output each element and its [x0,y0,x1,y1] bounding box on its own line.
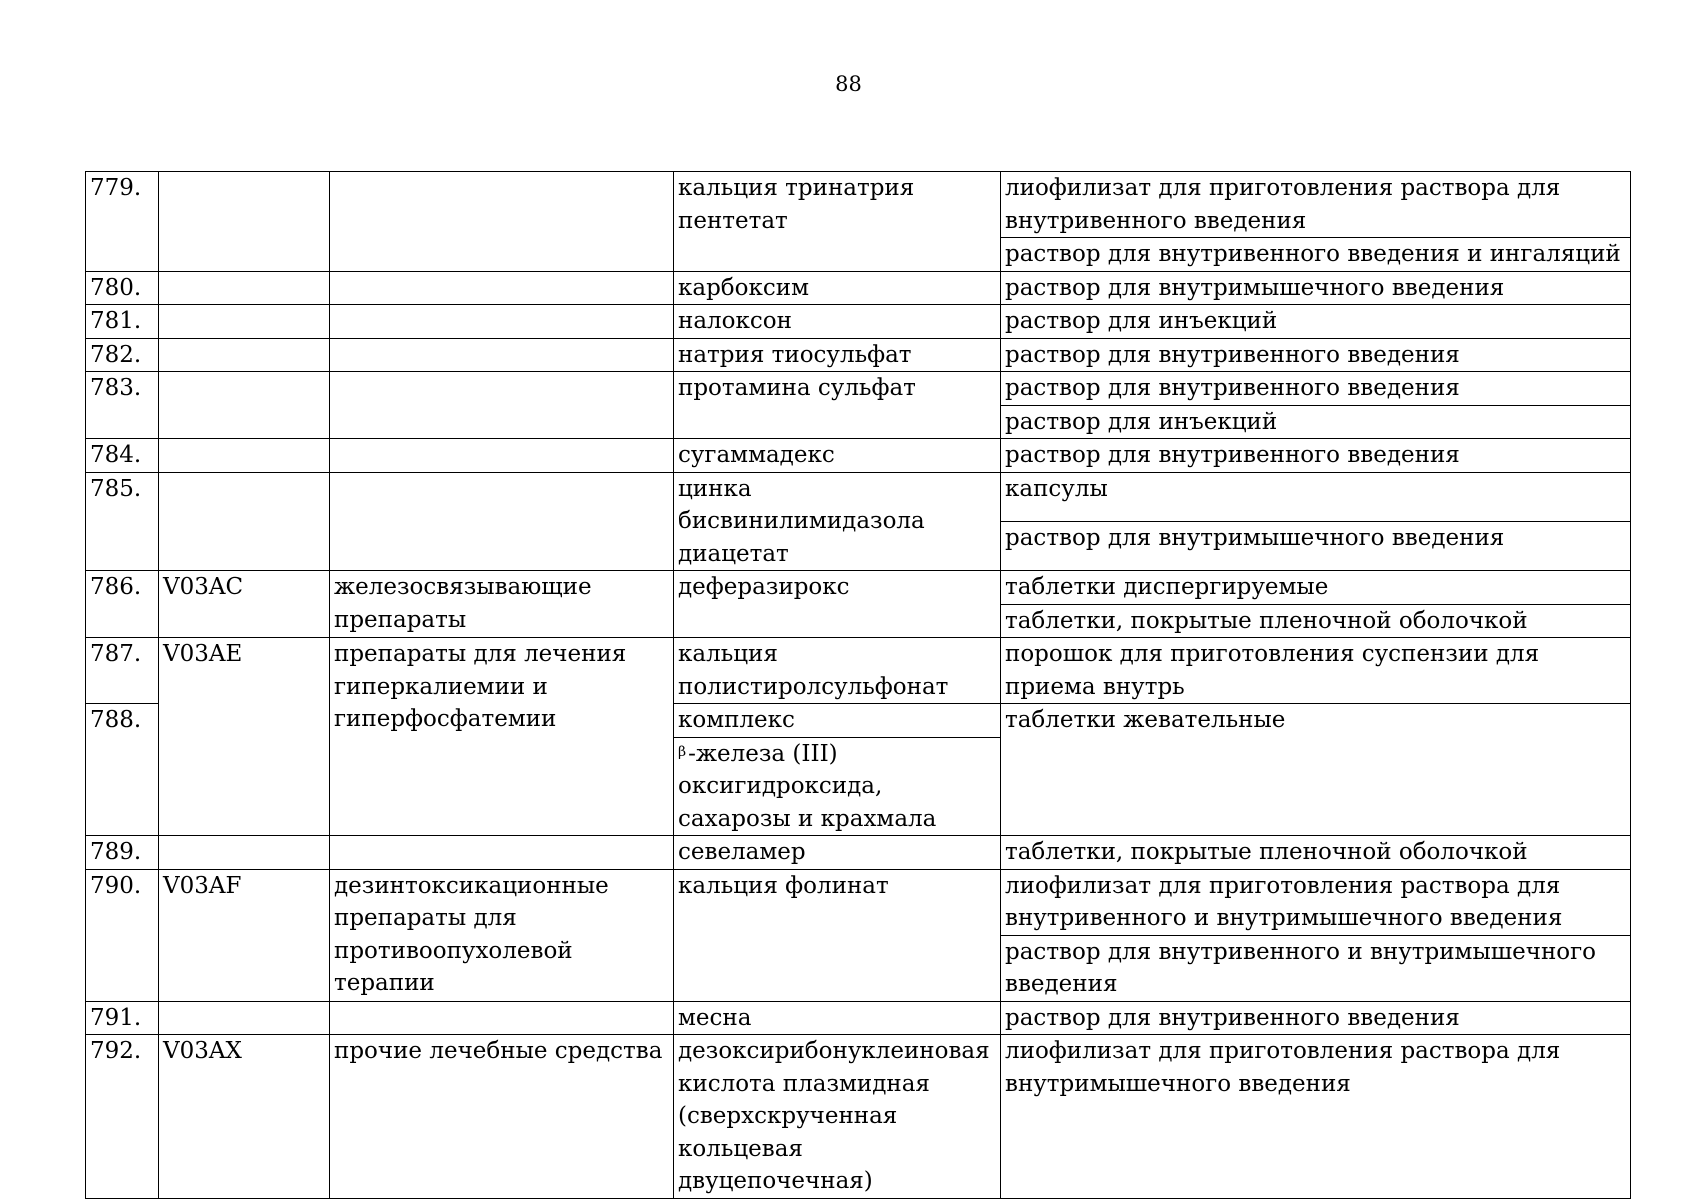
atc-code: V03AX [159,1035,330,1199]
dosage-form: таблетки жевательные [1001,704,1631,836]
atc-code: V03AE [159,638,330,836]
drug-name: деферазирокс [674,571,1001,638]
drug-group: прочие лечебные средства [330,1035,674,1199]
dosage-form: таблетки диспергируемые [1001,571,1631,605]
dosage-form: лиофилизат для приготовления раствора для внутривенного введения [1001,172,1631,238]
atc-code [159,305,330,339]
table-row [86,338,1631,372]
drug-name: натрия тиосульфат [674,338,1001,372]
dosage-form: раствор для внутримышечного введения [1001,271,1631,305]
dosage-form: порошок для приготовления суспензии для приема внутрь [1001,638,1631,704]
atc-code [159,472,330,571]
table-row [86,472,1631,521]
page-number: 88 [835,72,862,96]
row-number: 792. [86,1035,159,1199]
dosage-form: раствор для внутривенного и внутримышечного введения [1001,935,1631,1001]
drug-name: сугаммадекс [674,439,1001,473]
dosage-form: раствор для внутривенного введения [1001,439,1631,473]
drug-name: цинка бисвинилимидазола диацетат [674,472,1001,571]
drug-name: дезоксирибонуклеиновая кислота плазмидная (сверхскрученная кольцевая двуцепочечная) [674,1035,1001,1199]
row-number: 789. [86,836,159,870]
drug-group [330,372,674,439]
table-row [86,372,1631,406]
drug-group: железосвязывающие препараты [330,571,674,638]
row-number: 790. [86,869,159,1001]
drug-group [330,472,674,571]
drug-group: препараты для лечения гиперкалиемии и гиперфосфатемии [330,638,674,836]
drug-name: севеламер [674,836,1001,870]
row-number: 781. [86,305,159,339]
dosage-form: раствор для внутривенного введения [1001,372,1631,406]
drug-list-table [85,171,1631,1199]
drug-group [330,305,674,339]
row-number: 784. [86,439,159,473]
atc-code [159,1001,330,1035]
drug-group [330,439,674,473]
table-row [86,571,1631,605]
table-row [86,305,1631,339]
table-row [86,271,1631,305]
row-number: 791. [86,1001,159,1035]
dosage-form: раствор для инъекций [1001,405,1631,439]
dosage-form: капсулы [1001,472,1631,521]
drug-name: комплекс [674,704,1001,738]
table-row [86,1035,1631,1199]
dosage-form: лиофилизат для приготовления раствора для внутривенного и внутримышечного введения [1001,869,1631,935]
row-number: 788. [86,704,159,836]
dosage-form: раствор для внутривенного введения [1001,1001,1631,1035]
table-row [86,439,1631,473]
row-number: 786. [86,571,159,638]
atc-code: V03AF [159,869,330,1001]
drug-group [330,1001,674,1035]
dosage-form: таблетки, покрытые пленочной оболочкой [1001,836,1631,870]
drug-name: протамина сульфат [674,372,1001,439]
drug-name: кальция фолинат [674,869,1001,1001]
drug-name: кальция полистиролсульфонат [674,638,1001,704]
row-number: 785. [86,472,159,571]
row-number: 787. [86,638,159,704]
beta-symbol: β [678,743,687,760]
atc-code [159,338,330,372]
drug-group [330,836,674,870]
row-number: 779. [86,172,159,272]
table-row [86,172,1631,238]
atc-code [159,372,330,439]
row-number: 780. [86,271,159,305]
drug-group: дезинтоксикационные препараты для противоопухолевой терапии [330,869,674,1001]
row-number: 782. [86,338,159,372]
table-row [86,869,1631,935]
drug-name: месна [674,1001,1001,1035]
drug-name-continued-text: -железа (III) оксигидроксида, сахарозы и крахмала [678,740,937,832]
atc-code: V03AC [159,571,330,638]
table-row [86,836,1631,870]
drug-name: кальция тринатрия пентетат [674,172,1001,272]
table-row [86,638,1631,704]
atc-code [159,172,330,272]
drug-group [330,172,674,272]
drug-name: налоксон [674,305,1001,339]
dosage-form: лиофилизат для приготовления раствора для внутримышечного введения [1001,1035,1631,1199]
dosage-form: раствор для инъекций [1001,305,1631,339]
atc-code [159,836,330,870]
atc-code [159,271,330,305]
dosage-form: раствор для внутривенного введения [1001,338,1631,372]
drug-name: карбоксим [674,271,1001,305]
dosage-form: таблетки, покрытые пленочной оболочкой [1001,604,1631,638]
atc-code [159,439,330,473]
row-number: 783. [86,372,159,439]
table-row [86,1001,1631,1035]
drug-group [330,338,674,372]
drug-group [330,271,674,305]
dosage-form: раствор для внутримышечного введения [1001,521,1631,570]
dosage-form: раствор для внутривенного введения и ингаляций [1001,238,1631,272]
drug-name-continued [674,737,1001,836]
